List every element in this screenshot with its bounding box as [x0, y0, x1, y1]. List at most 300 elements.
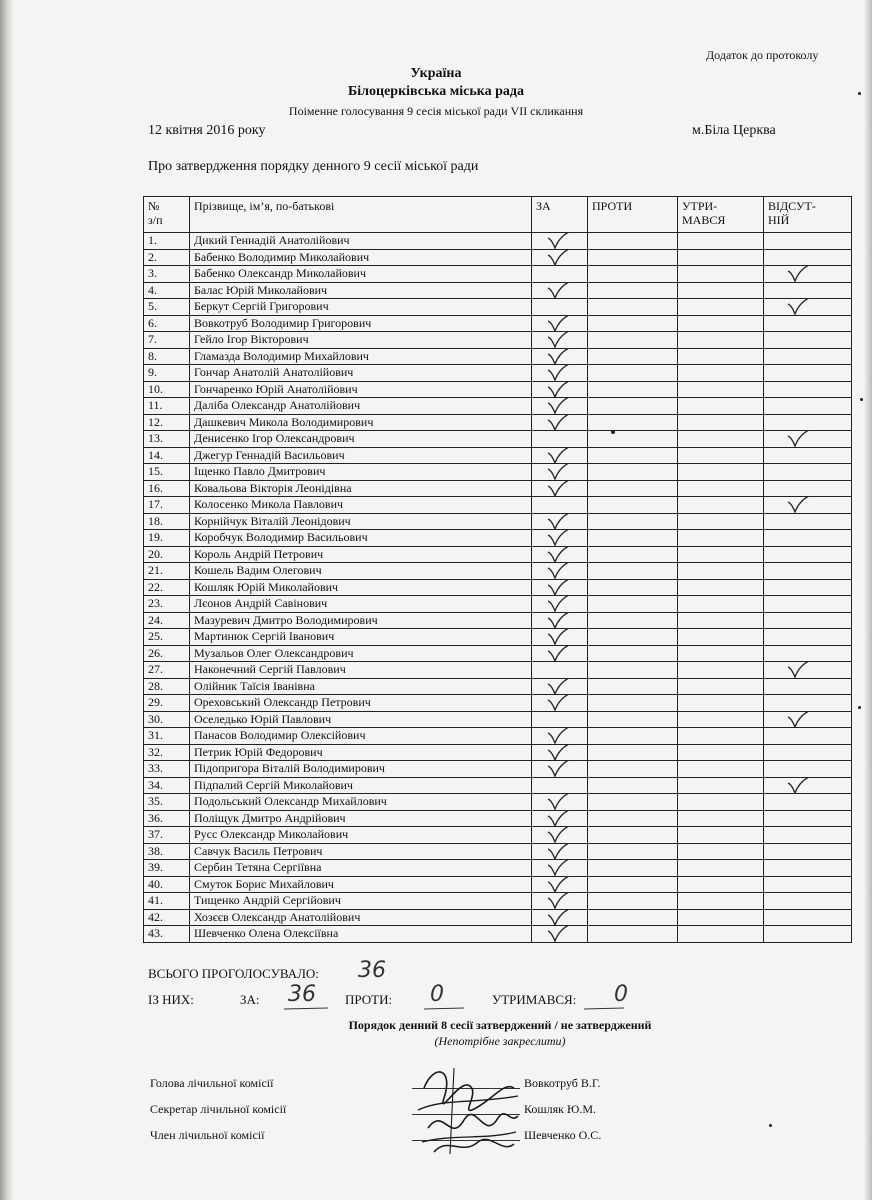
vote-cell-za	[532, 695, 588, 712]
row-number: 19.	[144, 530, 190, 547]
col-header-utrymavsia-text: УТРИ- МАВСЯ	[682, 199, 726, 227]
checkmark-icon	[786, 266, 812, 283]
deputy-name: Беркут Сергій Григорович	[190, 299, 532, 316]
vote-cell-za	[532, 315, 588, 332]
handwritten-underlines	[284, 1006, 624, 1012]
checkmark-icon	[546, 282, 572, 299]
vote-cell-utrymavsia	[678, 744, 764, 761]
vote-cell-proty	[588, 744, 678, 761]
checkmark-icon	[546, 860, 572, 877]
vote-cell-vidsutni	[764, 546, 852, 563]
checkmark-icon	[546, 761, 572, 778]
deputy-name: Савчук Василь Петрович	[190, 843, 532, 860]
vote-cell-proty	[588, 926, 678, 943]
vote-cell-za	[532, 497, 588, 514]
vote-cell-za	[532, 233, 588, 250]
checkmark-icon	[546, 744, 572, 761]
checkmark-icon	[786, 662, 812, 679]
table-row	[144, 711, 852, 728]
table-row	[144, 381, 852, 398]
vote-cell-proty	[588, 794, 678, 811]
commission-role-secretary: Секретар лічильної комісії	[150, 1102, 287, 1116]
row-number: 15.	[144, 464, 190, 481]
deputy-name: Панасов Володимир Олексійович	[190, 728, 532, 745]
table-header-row	[144, 197, 852, 233]
vote-cell-proty	[588, 695, 678, 712]
commission-role-chair: Голова лічильної комісії	[150, 1076, 274, 1090]
vote-cell-utrymavsia	[678, 431, 764, 448]
checkmark-icon	[546, 843, 572, 860]
checkmark-icon	[546, 794, 572, 811]
vote-cell-za	[532, 381, 588, 398]
table-row	[144, 612, 852, 629]
vote-cell-utrymavsia	[678, 579, 764, 596]
proty-total-value: 0	[430, 982, 444, 1007]
deputy-name: Іщенко Павло Дмитрович	[190, 464, 532, 481]
vote-cell-proty	[588, 497, 678, 514]
vote-cell-za	[532, 447, 588, 464]
vote-cell-proty	[588, 629, 678, 646]
row-number: 10.	[144, 381, 190, 398]
vote-cell-proty	[588, 249, 678, 266]
checkmark-icon	[546, 612, 572, 629]
deputy-name: Подольський Олександр Михайлович	[190, 794, 532, 811]
vote-cell-vidsutni	[764, 233, 852, 250]
col-header-proty	[588, 197, 678, 233]
table-row	[144, 249, 852, 266]
vote-cell-za	[532, 348, 588, 365]
vote-cell-proty	[588, 365, 678, 382]
checkmark-icon	[546, 381, 572, 398]
checkmark-icon	[546, 909, 572, 926]
checkmark-icon	[786, 711, 812, 728]
deputy-name: Музальов Олег Олександрович	[190, 645, 532, 662]
row-number: 20.	[144, 546, 190, 563]
utrymavsia-total-label: УТРИМАВСЯ:	[492, 992, 577, 1007]
vote-cell-za	[532, 332, 588, 349]
vote-cell-vidsutni	[764, 893, 852, 910]
vote-cell-vidsutni	[764, 563, 852, 580]
checkmark-icon	[546, 348, 572, 365]
vote-cell-vidsutni	[764, 860, 852, 877]
deputy-name: Русс Олександр Миколайович	[190, 827, 532, 844]
utrymavsia-total-value: 0	[614, 982, 628, 1007]
checkmark-icon	[546, 827, 572, 844]
col-header-vidsutni	[764, 197, 852, 233]
vote-cell-utrymavsia	[678, 398, 764, 415]
checkmark-icon	[546, 447, 572, 464]
vote-cell-utrymavsia	[678, 876, 764, 893]
checkmark-icon	[786, 777, 812, 794]
deputy-name: Олійник Таїсія Іванівна	[190, 678, 532, 695]
vote-cell-proty	[588, 843, 678, 860]
col-header-utrymavsia	[678, 197, 764, 233]
vote-cell-utrymavsia	[678, 711, 764, 728]
row-number: 43.	[144, 926, 190, 943]
row-number: 6.	[144, 315, 190, 332]
deputy-name: Балас Юрій Миколайович	[190, 282, 532, 299]
col-header-num-text: № з/п	[148, 199, 163, 227]
table-row	[144, 365, 852, 382]
vote-cell-utrymavsia	[678, 282, 764, 299]
table-row	[144, 299, 852, 316]
vote-cell-utrymavsia	[678, 315, 764, 332]
vote-cell-za	[532, 843, 588, 860]
vote-cell-proty	[588, 282, 678, 299]
table-row	[144, 513, 852, 530]
council-title: Білоцерківська міська рада	[348, 84, 524, 99]
table-row	[144, 414, 852, 431]
table-row	[144, 695, 852, 712]
table-row	[144, 728, 852, 745]
deputy-name: Гламазда Володимир Михайлович	[190, 348, 532, 365]
vote-cell-za	[532, 744, 588, 761]
vote-cell-utrymavsia	[678, 645, 764, 662]
vote-cell-za	[532, 860, 588, 877]
vote-cell-utrymavsia	[678, 513, 764, 530]
vote-cell-vidsutni	[764, 662, 852, 679]
vote-cell-utrymavsia	[678, 381, 764, 398]
deputy-name: Сербин Тетяна Сергіївна	[190, 860, 532, 877]
vote-cell-za	[532, 810, 588, 827]
vote-cell-vidsutni	[764, 282, 852, 299]
row-number: 11.	[144, 398, 190, 415]
vote-cell-proty	[588, 860, 678, 877]
vote-cell-proty	[588, 711, 678, 728]
vote-cell-vidsutni	[764, 926, 852, 943]
vote-cell-vidsutni	[764, 827, 852, 844]
vote-cell-za	[532, 431, 588, 448]
vote-cell-vidsutni	[764, 249, 852, 266]
row-number: 38.	[144, 843, 190, 860]
vote-cell-vidsutni	[764, 447, 852, 464]
vote-cell-proty	[588, 480, 678, 497]
vote-cell-vidsutni	[764, 332, 852, 349]
vote-cell-za	[532, 464, 588, 481]
table-row	[144, 596, 852, 613]
table-row	[144, 843, 852, 860]
vote-cell-proty	[588, 579, 678, 596]
deputy-name: Смуток Борис Михайлович	[190, 876, 532, 893]
vote-cell-proty	[588, 612, 678, 629]
checkmark-icon	[786, 431, 812, 448]
vote-cell-utrymavsia	[678, 464, 764, 481]
row-number: 33.	[144, 761, 190, 778]
table-row	[144, 810, 852, 827]
vote-cell-vidsutni	[764, 414, 852, 431]
vote-cell-utrymavsia	[678, 414, 764, 431]
vote-cell-proty	[588, 563, 678, 580]
addendum-label: Додаток до протоколу	[706, 48, 819, 62]
checkmark-icon	[786, 299, 812, 316]
checkmark-icon	[546, 728, 572, 745]
deputy-name: Колосенко Микола Павлович	[190, 497, 532, 514]
vote-cell-za	[532, 711, 588, 728]
vote-topic: Про затвердження порядку денного 9 сесії міської ради	[148, 159, 479, 174]
row-number: 32.	[144, 744, 190, 761]
table-row	[144, 645, 852, 662]
vote-cell-vidsutni	[764, 315, 852, 332]
col-header-za	[532, 197, 588, 233]
table-row	[144, 266, 852, 283]
vote-cell-vidsutni	[764, 464, 852, 481]
table-row	[144, 893, 852, 910]
vote-cell-vidsutni	[764, 431, 852, 448]
vote-cell-proty	[588, 893, 678, 910]
vote-cell-utrymavsia	[678, 893, 764, 910]
table-row	[144, 398, 852, 415]
scan-speck	[858, 706, 861, 709]
vote-cell-za	[532, 249, 588, 266]
decision-note: (Непотрібне закреслити)	[434, 1034, 566, 1048]
vote-cell-za	[532, 282, 588, 299]
table-row	[144, 563, 852, 580]
vote-cell-proty	[588, 909, 678, 926]
vote-cell-vidsutni	[764, 530, 852, 547]
vote-cell-vidsutni	[764, 513, 852, 530]
vote-cell-za	[532, 629, 588, 646]
row-number: 1.	[144, 233, 190, 250]
deputy-name: Шевченко Олена Олексіївна	[190, 926, 532, 943]
vote-cell-za	[532, 926, 588, 943]
checkmark-icon	[546, 513, 572, 530]
commission-name-chair: Вовкотруб В.Г.	[524, 1076, 601, 1090]
deputy-name: Вовкотруб Володимир Григорович	[190, 315, 532, 332]
vote-cell-utrymavsia	[678, 596, 764, 613]
row-number: 2.	[144, 249, 190, 266]
deputy-name: Денисенко Ігор Олександрович	[190, 431, 532, 448]
vote-cell-za	[532, 794, 588, 811]
row-number: 7.	[144, 332, 190, 349]
deputy-name: Дикий Геннадій Анатолійович	[190, 233, 532, 250]
row-number: 13.	[144, 431, 190, 448]
vote-cell-utrymavsia	[678, 827, 764, 844]
row-number: 21.	[144, 563, 190, 580]
vote-cell-utrymavsia	[678, 612, 764, 629]
vote-cell-za	[532, 827, 588, 844]
table-row	[144, 332, 852, 349]
vote-cell-utrymavsia	[678, 695, 764, 712]
row-number: 27.	[144, 662, 190, 679]
vote-cell-vidsutni	[764, 909, 852, 926]
table-row	[144, 530, 852, 547]
table-row	[144, 629, 852, 646]
country-title: Україна	[410, 66, 462, 81]
vote-cell-utrymavsia	[678, 332, 764, 349]
deputy-name: Коробчук Володимир Васильович	[190, 530, 532, 547]
vote-cell-za	[532, 596, 588, 613]
vote-cell-utrymavsia	[678, 299, 764, 316]
commission-name-member: Шевченко О.С.	[524, 1128, 602, 1142]
vote-cell-utrymavsia	[678, 909, 764, 926]
table-row	[144, 827, 852, 844]
vote-cell-vidsutni	[764, 728, 852, 745]
handwritten-signatures	[414, 1058, 524, 1158]
vote-cell-vidsutni	[764, 579, 852, 596]
table-row	[144, 909, 852, 926]
session-subtitle: Поіменне голосування 9 сесія міської ради VII скликання	[288, 104, 584, 118]
row-number: 23.	[144, 596, 190, 613]
vote-cell-za	[532, 530, 588, 547]
vote-cell-proty	[588, 596, 678, 613]
checkmark-icon	[546, 414, 572, 431]
checkmark-icon	[546, 579, 572, 596]
vote-cell-vidsutni	[764, 744, 852, 761]
deputy-name: Корнійчук Віталій Леонідович	[190, 513, 532, 530]
vote-cell-vidsutni	[764, 810, 852, 827]
row-number: 16.	[144, 480, 190, 497]
checkmark-icon	[546, 876, 572, 893]
vote-cell-vidsutni	[764, 365, 852, 382]
row-number: 4.	[144, 282, 190, 299]
table-row	[144, 678, 852, 695]
vote-cell-utrymavsia	[678, 777, 764, 794]
row-number: 3.	[144, 266, 190, 283]
vote-cell-vidsutni	[764, 711, 852, 728]
checkmark-icon	[546, 530, 572, 547]
table-row	[144, 282, 852, 299]
table-row	[144, 464, 852, 481]
table-row	[144, 579, 852, 596]
deputy-name: Король Андрій Петрович	[190, 546, 532, 563]
vote-cell-vidsutni	[764, 612, 852, 629]
vote-cell-proty	[588, 678, 678, 695]
vote-cell-utrymavsia	[678, 249, 764, 266]
vote-cell-proty	[588, 348, 678, 365]
deputy-name: Кошель Вадим Олегович	[190, 563, 532, 580]
deputy-name: Лєонов Андрій Савінович	[190, 596, 532, 613]
vote-cell-za	[532, 546, 588, 563]
vote-cell-utrymavsia	[678, 497, 764, 514]
vote-cell-za	[532, 299, 588, 316]
vote-cell-vidsutni	[764, 761, 852, 778]
deputy-name: Гончаренко Юрій Анатолійович	[190, 381, 532, 398]
row-number: 37.	[144, 827, 190, 844]
vote-cell-proty	[588, 876, 678, 893]
table-row	[144, 348, 852, 365]
row-number: 41.	[144, 893, 190, 910]
checkmark-icon	[546, 893, 572, 910]
row-number: 42.	[144, 909, 190, 926]
vote-cell-proty	[588, 761, 678, 778]
row-number: 34.	[144, 777, 190, 794]
deputy-name: Ковальова Вікторія Леонідівна	[190, 480, 532, 497]
scan-speck	[769, 1124, 772, 1127]
row-number: 22.	[144, 579, 190, 596]
table-row	[144, 480, 852, 497]
document-city: м.Біла Церква	[692, 123, 776, 138]
vote-cell-za	[532, 513, 588, 530]
row-number: 30.	[144, 711, 190, 728]
vote-cell-vidsutni	[764, 497, 852, 514]
row-number: 24.	[144, 612, 190, 629]
vote-cell-za	[532, 266, 588, 283]
vote-cell-proty	[588, 431, 678, 448]
row-number: 36.	[144, 810, 190, 827]
checkmark-icon	[546, 365, 572, 382]
checkmark-icon	[546, 695, 572, 712]
checkmark-icon	[546, 546, 572, 563]
row-number: 12.	[144, 414, 190, 431]
vote-cell-utrymavsia	[678, 563, 764, 580]
table-row	[144, 315, 852, 332]
vote-cell-proty	[588, 398, 678, 415]
deputy-name: Даліба Олександр Анатолійович	[190, 398, 532, 415]
commission-role-member: Член лічильної комісії	[150, 1128, 265, 1142]
table-row	[144, 761, 852, 778]
vote-cell-utrymavsia	[678, 662, 764, 679]
checkmark-icon	[546, 233, 572, 250]
row-number: 40.	[144, 876, 190, 893]
col-header-za-text: ЗА	[536, 199, 551, 213]
vote-cell-utrymavsia	[678, 794, 764, 811]
deputy-name: Дашкевич Микола Володимирович	[190, 414, 532, 431]
table-row	[144, 546, 852, 563]
vote-cell-proty	[588, 728, 678, 745]
vote-cell-za	[532, 662, 588, 679]
checkmark-icon	[546, 926, 572, 943]
vote-cell-utrymavsia	[678, 348, 764, 365]
vote-cell-za	[532, 728, 588, 745]
vote-cell-vidsutni	[764, 695, 852, 712]
vote-cell-utrymavsia	[678, 546, 764, 563]
vote-cell-za	[532, 612, 588, 629]
deputy-name: Оселедько Юрій Павлович	[190, 711, 532, 728]
vote-cell-za	[532, 414, 588, 431]
vote-cell-proty	[588, 332, 678, 349]
vote-cell-vidsutni	[764, 629, 852, 646]
vote-cell-za	[532, 365, 588, 382]
total-voted-label: ВСЬОГО ПРОГОЛОСУВАЛО:	[148, 966, 319, 981]
vote-cell-proty	[588, 530, 678, 547]
scan-speck	[860, 398, 863, 401]
proty-total-label: ПРОТИ:	[345, 992, 393, 1007]
vote-cell-utrymavsia	[678, 860, 764, 877]
vote-cell-utrymavsia	[678, 233, 764, 250]
deputy-name: Бабенко Олександр Миколайович	[190, 266, 532, 283]
deputy-name: Мартинюк Сергій Іванович	[190, 629, 532, 646]
deputy-name: Підопригора Віталій Володимирович	[190, 761, 532, 778]
checkmark-icon	[546, 645, 572, 662]
vote-cell-proty	[588, 827, 678, 844]
document-date: 12 квітня 2016 року	[148, 123, 266, 138]
vote-cell-vidsutni	[764, 266, 852, 283]
checkmark-icon	[546, 480, 572, 497]
row-number: 39.	[144, 860, 190, 877]
vote-cell-proty	[588, 662, 678, 679]
table-row	[144, 233, 852, 250]
deputy-name: Джегур Геннадій Васильович	[190, 447, 532, 464]
deputy-name: Петрик Юрій Федорович	[190, 744, 532, 761]
za-total-value: 36	[288, 982, 316, 1007]
vote-cell-vidsutni	[764, 381, 852, 398]
vote-cell-utrymavsia	[678, 810, 764, 827]
row-number: 29.	[144, 695, 190, 712]
vote-cell-vidsutni	[764, 876, 852, 893]
deputy-name: Тищенко Андрій Сергійович	[190, 893, 532, 910]
vote-cell-proty	[588, 233, 678, 250]
checkmark-icon	[546, 332, 572, 349]
table-row	[144, 447, 852, 464]
commission-name-secretary: Кошляк Ю.М.	[524, 1102, 596, 1116]
vote-cell-vidsutni	[764, 645, 852, 662]
vote-cell-vidsutni	[764, 794, 852, 811]
deputy-name: Поліщук Дмитро Андрійович	[190, 810, 532, 827]
col-header-vidsutni-text: ВІДСУТ- НІЙ	[768, 199, 816, 227]
deputy-name: Кошляк Юрій Миколайович	[190, 579, 532, 596]
checkmark-icon	[546, 563, 572, 580]
table-row	[144, 876, 852, 893]
